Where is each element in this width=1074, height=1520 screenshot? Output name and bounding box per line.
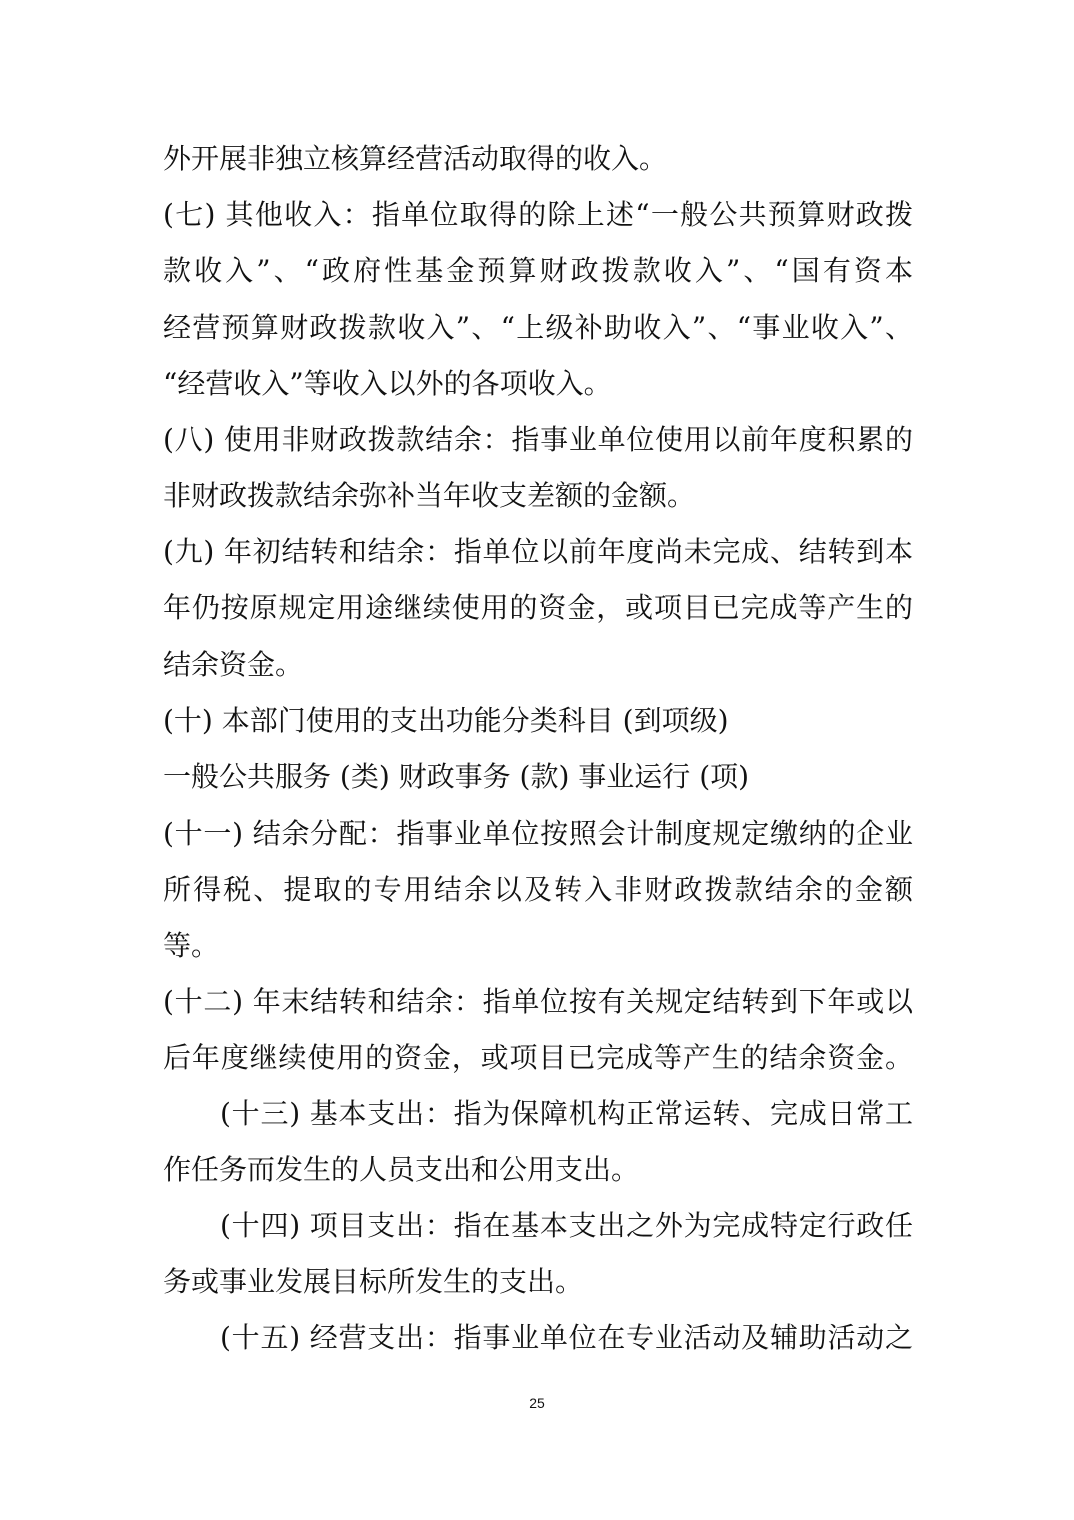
text-line-12: 一般公共服务 (类) 财政事务 (款) 事业运行 (项) [163,760,750,793]
text-line-17: 后年度继续使用的资金，或项目已完成等产生的结余资金。 [163,1041,913,1074]
text-line-21: 务或事业发展目标所发生的支出。 [163,1265,584,1298]
text-line-1: 外开展非独立核算经营活动取得的收入。 [163,142,668,175]
text-line-15: 等。 [163,929,220,962]
text-line-13: (十一) 结余分配：指事业单位按照会计制度规定缴纳的企业 [163,817,913,850]
text-line-14: 所得税、提取的专用结余以及转入非财政拨款结余的金额 [163,873,913,906]
text-line-3: 款收入”、“政府性基金预算财政拨款收入”、“国有资本 [163,254,913,287]
text-line-5: “经营收入”等收入以外的各项收入。 [163,367,612,400]
text-line-7: 非财政拨款结余弥补当年收支差额的金额。 [163,479,696,512]
text-line-4: 经营预算财政拨款收入”、“上级补助收入”、“事业收入”、 [163,311,913,344]
page-number: 25 [529,1395,545,1411]
text-line-19: 作任务而发生的人员支出和公用支出。 [163,1153,640,1186]
text-line-18: (十三) 基本支出：指为保障机构正常运转、完成日常工 [220,1097,913,1130]
text-line-20: (十四) 项目支出：指在基本支出之外为完成特定行政任 [220,1209,913,1242]
text-line-2: (七) 其他收入：指单位取得的除上述“一般公共预算财政拨 [163,198,913,231]
text-line-8: (九) 年初结转和结余：指单位以前年度尚未完成、结转到本 [163,535,913,568]
text-line-9: 年仍按原规定用途继续使用的资金，或项目已完成等产生的 [163,591,913,624]
text-line-10: 结余资金。 [163,648,304,681]
text-line-16: (十二) 年末结转和结余：指单位按有关规定结转到下年或以 [163,985,913,1018]
text-line-22: (十五) 经营支出：指事业单位在专业活动及辅助活动之 [220,1321,913,1354]
text-line-6: (八) 使用非财政拨款结余：指事业单位使用以前年度积累的 [163,423,913,456]
text-line-11: (十) 本部门使用的支出功能分类科目 (到项级) [163,704,729,737]
